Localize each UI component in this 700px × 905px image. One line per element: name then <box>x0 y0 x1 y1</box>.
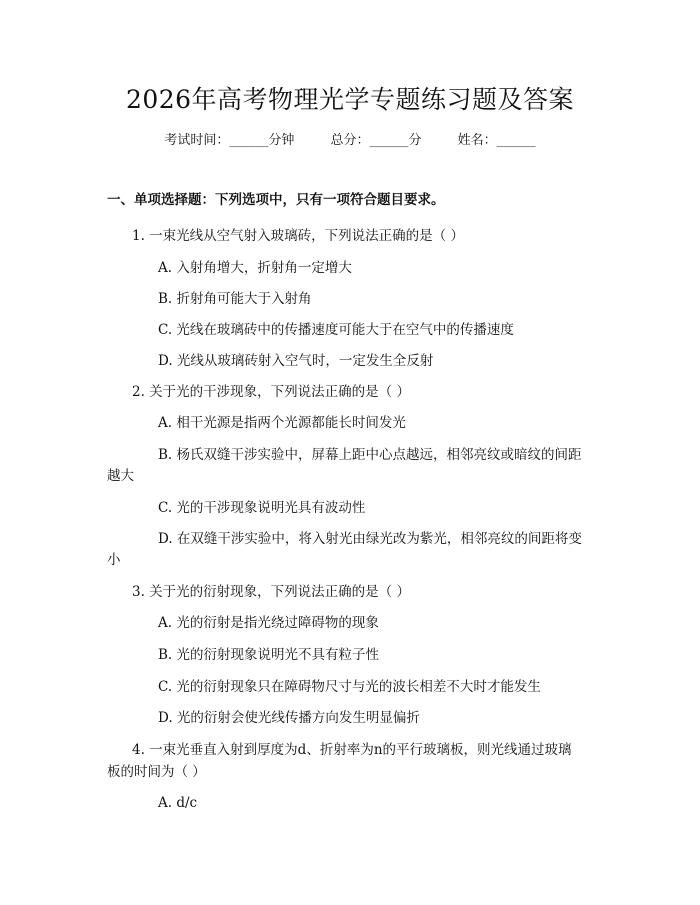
exam-info-line <box>0 132 700 150</box>
question-3-option-b: B. 光的衍射现象说明光不具有粒子性 <box>158 647 380 663</box>
question-3-option-d: D. 光的衍射会使光线传播方向发生明显偏折 <box>158 710 420 726</box>
question-4-stem: 4. 一束光垂直入射到厚度为d、折射率为n的平行玻璃板，则光线通过玻璃 <box>132 742 572 758</box>
question-2-option-a: A. 相干光源是指两个光源都能长时间发光 <box>158 415 406 431</box>
question-2-option-b: B. 杨氏双缝干涉实验中，屏幕上距中心点越远，相邻亮纹或暗纹的间距 <box>158 447 582 463</box>
question-2-option-c: C. 光的干涉现象说明光具有波动性 <box>158 500 366 516</box>
student-name-field: 姓名：______ <box>457 133 536 148</box>
total-score-field: 总分：______分 <box>330 133 422 148</box>
section-heading: 一、单项选择题：下列选项中，只有一项符合题目要求。 <box>107 192 445 208</box>
question-1-stem: 1. 一束光线从空气射入玻璃砖，下列说法正确的是（ ） <box>132 228 464 244</box>
question-1-option-b: B. 折射角可能大于入射角 <box>158 291 312 307</box>
exam-time-field: 考试时间：______分钟 <box>164 133 295 148</box>
question-1-option-a: A. 入射角增大，折射角一定增大 <box>158 260 352 276</box>
question-3-option-c: C. 光的衍射现象只在障碍物尺寸与光的波长相差不大时才能发生 <box>158 679 541 695</box>
question-4-option-a: A. d/c <box>158 795 198 811</box>
question-2-option-d: D. 在双缝干涉实验中，将入射光由绿光改为紫光，相邻亮纹的间距将变 <box>158 531 582 547</box>
question-2-stem: 2. 关于光的干涉现象，下列说法正确的是（ ） <box>132 384 410 400</box>
document-title: 2026年高考物理光学专题练习题及答案 <box>125 85 575 114</box>
question-4-stem-continued: 板的时间为（ ） <box>107 764 206 780</box>
question-1-option-d: D. 光线从玻璃砖射入空气时，一定发生全反射 <box>158 353 434 369</box>
question-1-option-c: C. 光线在玻璃砖中的传播速度可能大于在空气中的传播速度 <box>158 322 514 338</box>
question-2-option-b-continued: 越大 <box>107 468 134 484</box>
question-3-option-a: A. 光的衍射是指光绕过障碍物的现象 <box>158 615 379 631</box>
question-3-stem: 3. 关于光的衍射现象，下列说法正确的是（ ） <box>132 584 410 600</box>
question-2-option-d-continued: 小 <box>107 552 121 568</box>
